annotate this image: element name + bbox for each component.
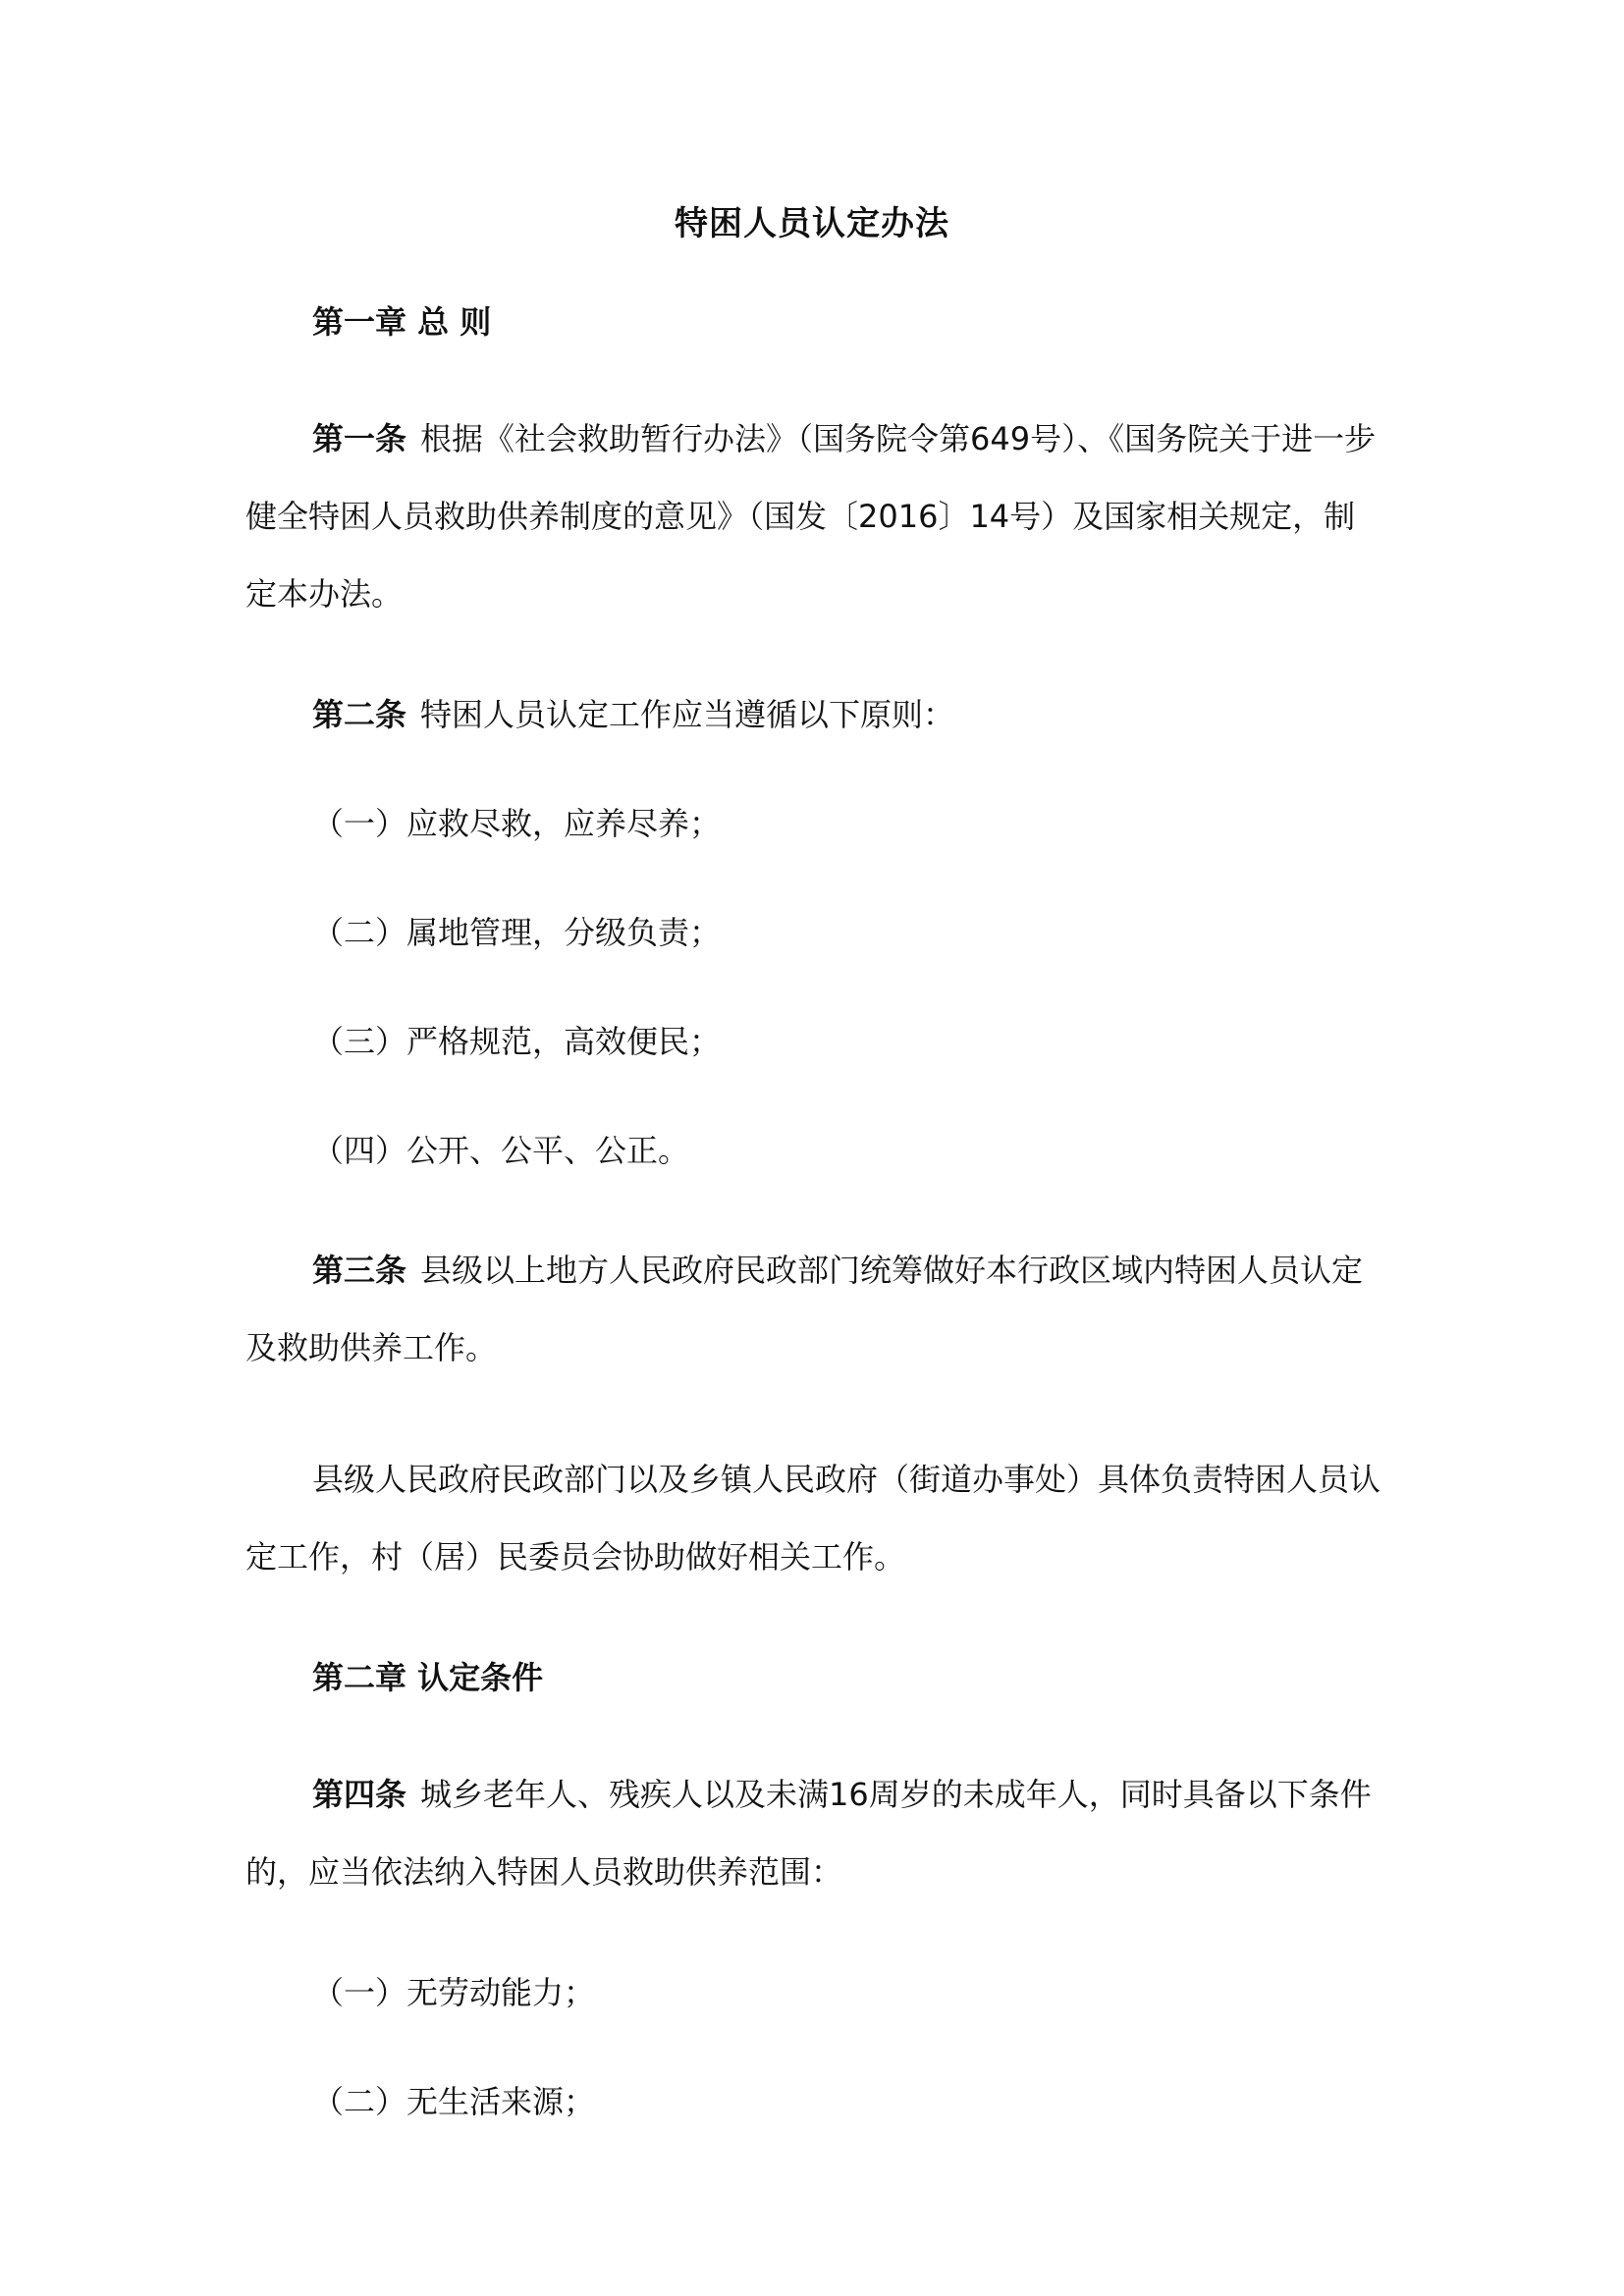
article-4-lead: 第四条 (312, 1776, 407, 1813)
article-4-text: 城乡老年人、残疾人以及未满16周岁的未成年人，同时具备以下条件的，应当依法纳入特困人员救助供养范围： (245, 1776, 1372, 1891)
chapter-1-heading: 第一章 总 则 (312, 303, 492, 341)
article-4 (245, 1756, 1384, 1911)
article-3-text: 县级以上地方人民政府民政部门统筹做好本行政区域内特困人员认定及救助供养工作。 (245, 1252, 1364, 1366)
article-3 (245, 1232, 1384, 1387)
article-2-item-2: （二）属地管理，分级负责； (312, 914, 722, 951)
article-2-item-4: （四）公开、公平、公正。 (312, 1132, 690, 1169)
article-3-paragraph-2: 县级人民政府民政部门以及乡镇人民政府（街道办事处）具体负责特困人员认定工作，村（居）民委员会协助做好相关工作。 (245, 1461, 1381, 1575)
article-4-item-2: （二）无生活来源； (312, 2083, 596, 2120)
chapter-2-heading: 第二章 认定条件 (312, 1659, 544, 1696)
document-title: 特困人员认定办法 (675, 204, 949, 243)
document-body (245, 294, 1384, 2129)
article-2 (245, 687, 1384, 742)
article-2-text: 特困人员认定工作应当遵循以下原则： (420, 696, 955, 733)
article-2-lead: 第二条 (312, 696, 407, 733)
article-2-item-1: （一）应救尽救，应养尽养； (312, 805, 722, 842)
article-1-lead: 第一条 (312, 420, 407, 457)
article-1-text: 根据《社会救助暂行办法》（国务院令第649号）、《国务院关于进一步健全特困人员救助供养制度的意见》（国发〔2016〕14号）及国家相关规定，制定本办法。 (245, 420, 1377, 613)
article-3-lead: 第三条 (312, 1252, 407, 1289)
article-1 (245, 400, 1384, 633)
article-4-item-1: （一）无劳动能力； (312, 1974, 596, 2011)
article-2-item-3: （三）严格规范，高效便民； (312, 1023, 722, 1060)
